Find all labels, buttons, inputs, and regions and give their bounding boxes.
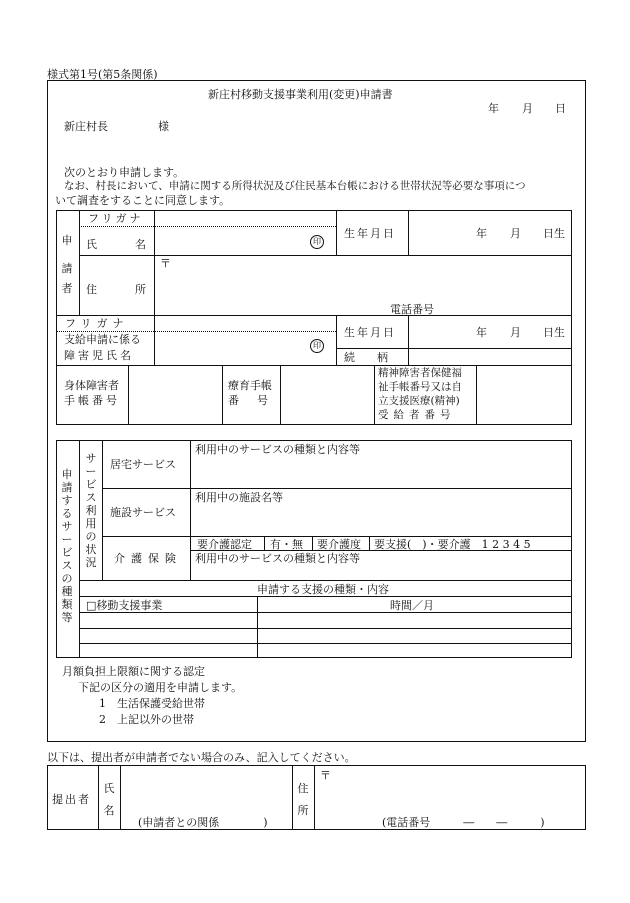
services-usage-label: サービス利用の状況 bbox=[85, 452, 97, 569]
services-side-label: 申請するサービスの種類等 bbox=[61, 468, 73, 624]
applicant-name-label-1: 氏 bbox=[86, 238, 97, 251]
applicant-side-label-2: 請 bbox=[61, 262, 73, 275]
submitter-name-label-2: 名 bbox=[103, 804, 115, 817]
burden-title: 月額負担上限額に関する認定 bbox=[62, 665, 205, 678]
applicant-address-label-2: 所 bbox=[135, 283, 146, 296]
applicant-name-label bbox=[86, 236, 146, 252]
submitter-phone: (電話番号 ― ― ) bbox=[382, 816, 545, 829]
applicant-birth-day: 日生 bbox=[543, 227, 565, 240]
intro-line-2: なお、村長において、申請に関する所得状況及び住民基本台帳における世帯状況等必要な事項につ bbox=[64, 180, 526, 192]
child-furigana-label: フリガナ bbox=[65, 317, 129, 330]
child-name-label-1: 支給申請に係る bbox=[64, 333, 141, 346]
addressee-honorific: 様 bbox=[158, 120, 169, 133]
request-header: 申請する支援の種類・内容 bbox=[257, 583, 389, 596]
home-service-label: 居宅サービス bbox=[110, 458, 176, 471]
applicant-side-label-1: 申 bbox=[61, 234, 73, 247]
ryoiku-handbook-label-1: 療育手帳 bbox=[228, 379, 272, 392]
burden-option-1: 1 生活保護受給世帯 bbox=[99, 697, 205, 710]
care-service-content: 利用中のサービスの種類と内容等 bbox=[195, 552, 360, 565]
submitter-address-label-2: 所 bbox=[297, 804, 309, 817]
applicant-postal-mark: 〒 bbox=[160, 257, 171, 270]
applicant-birth-label: 生年月日 bbox=[344, 227, 396, 240]
applicant-side-label-3: 者 bbox=[61, 282, 73, 295]
applicant-address-label-1: 住 bbox=[86, 283, 97, 296]
submitter-label: 提出者 bbox=[52, 793, 91, 806]
date-month: 月 bbox=[522, 102, 533, 115]
physical-handbook-label-1: 身体障害者 bbox=[64, 379, 119, 392]
care-level-value: 要支援( )・要介護 1 2 3 4 5 bbox=[374, 538, 531, 551]
applicant-address-label bbox=[86, 281, 146, 297]
care-insurance-label: 介護保険 bbox=[114, 552, 182, 565]
applicant-birth-year: 年 bbox=[476, 227, 487, 240]
child-name-label-2: 障害児氏名 bbox=[64, 349, 134, 362]
mental-handbook-label-1: 精神障害者保健福 bbox=[378, 367, 462, 379]
applicant-seal-icon: 印 bbox=[310, 235, 324, 249]
submitter-name-label-1: 氏 bbox=[103, 782, 115, 795]
date-year: 年 bbox=[488, 102, 499, 115]
child-birth-day: 日生 bbox=[543, 326, 565, 339]
hours-per-month-column: 時間／月 bbox=[390, 599, 434, 612]
submitter-note: 以下は、提出者が申請者でない場合のみ、記入してください。 bbox=[47, 751, 356, 764]
form-title: 新庄村移動支援事業利用(変更)申請書 bbox=[208, 88, 393, 101]
child-birth-year: 年 bbox=[476, 326, 487, 339]
submitter-address-label-1: 住 bbox=[297, 782, 309, 795]
burden-option-2: 2 上記以外の世帯 bbox=[99, 713, 194, 726]
home-service-content: 利用中のサービスの種類と内容等 bbox=[195, 443, 360, 456]
applicant-phone-label: 電話番号 bbox=[390, 303, 434, 316]
ryoiku-handbook-label-2: 番号 bbox=[228, 394, 286, 407]
applicant-furigana-label: フリガナ bbox=[88, 212, 144, 225]
mobility-support-column: □移動支援事業 bbox=[86, 599, 163, 612]
facility-service-label: 施設サービス bbox=[110, 506, 176, 519]
form-number: 様式第1号(第5条関係) bbox=[47, 68, 158, 81]
mental-handbook-label-4: 受給者番号 bbox=[378, 409, 456, 421]
facility-service-content: 利用中の施設名等 bbox=[195, 491, 283, 504]
submitter-postal-mark: 〒 bbox=[320, 769, 331, 782]
child-seal-icon: 印 bbox=[310, 339, 324, 353]
child-birth-month: 月 bbox=[510, 326, 521, 339]
submitter-relation: (申請者との関係 ) bbox=[138, 816, 268, 829]
mental-handbook-label-3: 立支援医療(精神) bbox=[378, 395, 460, 407]
intro-line-1: 次のとおり申請します。 bbox=[64, 166, 185, 179]
care-cert-value: 有・無 bbox=[270, 538, 303, 551]
applicant-birth-month: 月 bbox=[510, 227, 521, 240]
date-day: 日 bbox=[555, 102, 566, 115]
physical-handbook-label-2: 手帳番号 bbox=[64, 394, 120, 407]
addressee-name: 新庄村長 bbox=[64, 120, 108, 133]
intro-line-3: いて調査をすることに同意します。 bbox=[55, 194, 231, 207]
child-birth-label: 生年月日 bbox=[344, 326, 396, 339]
care-cert-label: 要介護認定 bbox=[197, 538, 252, 551]
burden-line: 下記の区分の適用を申請します。 bbox=[78, 681, 243, 694]
child-relation-label: 続柄 bbox=[344, 351, 410, 364]
mental-handbook-label-2: 祉手帳番号又は自 bbox=[378, 381, 462, 393]
applicant-name-label-2: 名 bbox=[135, 238, 146, 251]
care-level-label: 要介護度 bbox=[317, 538, 361, 551]
